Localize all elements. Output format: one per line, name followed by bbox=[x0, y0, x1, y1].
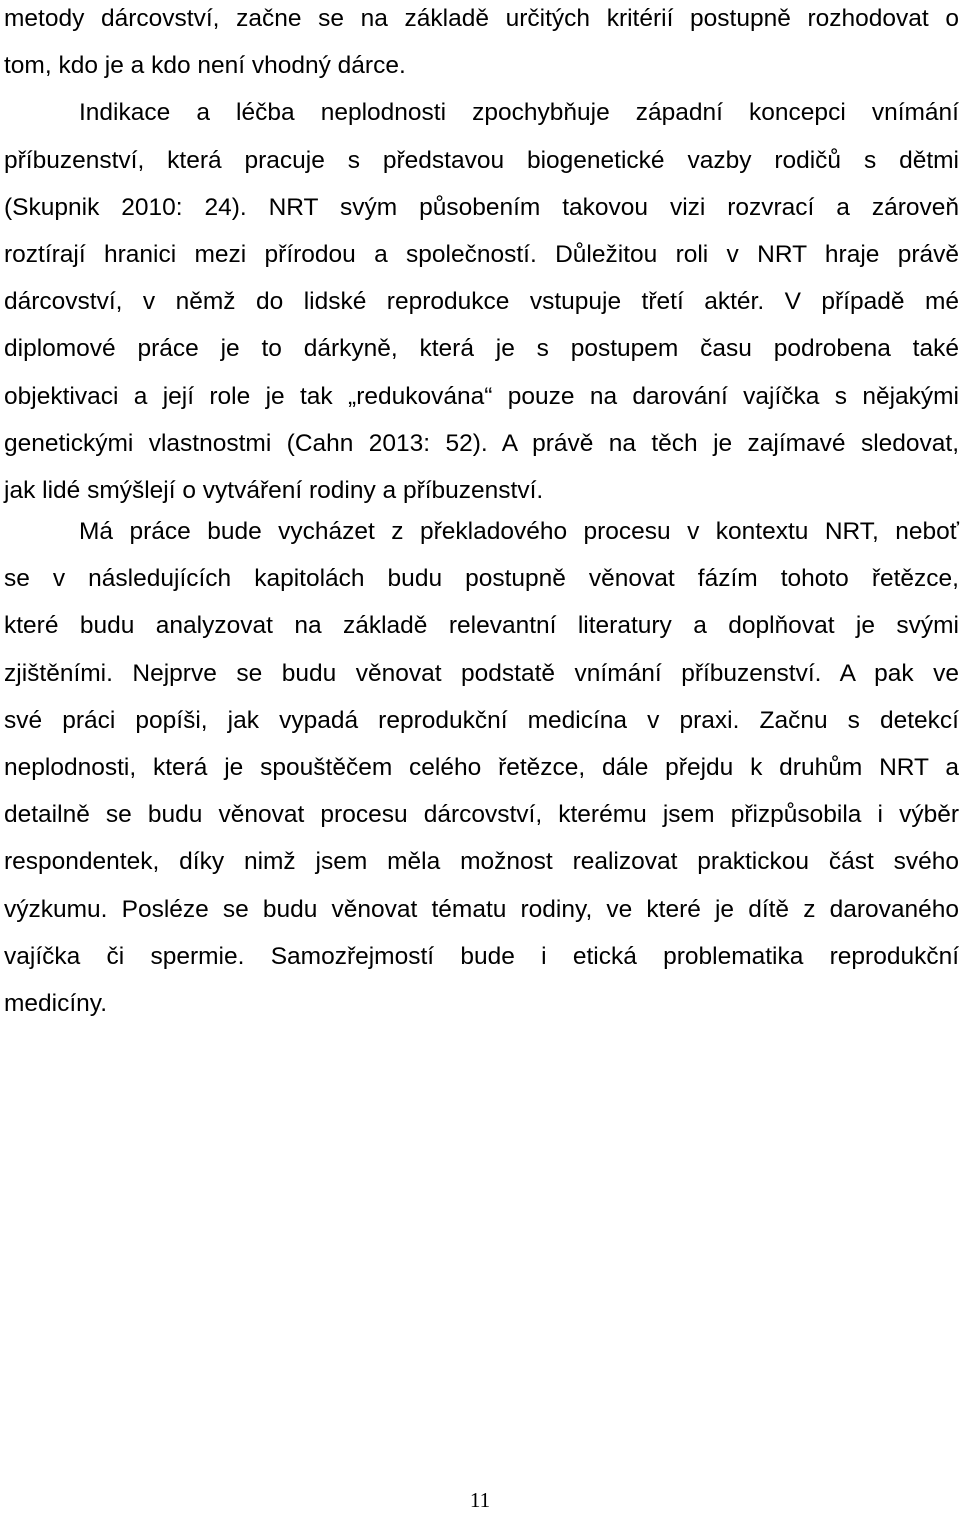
text-line: Indikace a léčba neplodnosti zpochybňuje západní koncepci vnímání bbox=[79, 99, 959, 127]
text-line: neplodnosti, která je spouštěčem celého řetězce, dále přejdu k druhům NRT a bbox=[4, 753, 959, 781]
text-line: příbuzenství, která pracuje s představou biogenetické vazby rodičů s dětmi bbox=[4, 146, 959, 174]
text-block-lower bbox=[4, 508, 959, 1027]
text-line: vajíčka či spermie. Samozřejmostí bude i etická problematika reprodukční bbox=[4, 942, 959, 970]
paragraph bbox=[4, 508, 959, 1027]
paragraph bbox=[4, 89, 959, 514]
text-line: dárcovství, v němž do lidské reprodukce vstupuje třetí aktér. V případě mé bbox=[4, 288, 959, 316]
text-line: výzkumu. Posléze se budu věnovat tématu rodiny, ve které je dítě z darovaného bbox=[4, 895, 959, 923]
text-line: které budu analyzovat na základě relevantní literatury a doplňovat je svými bbox=[4, 612, 959, 640]
text-line: medicíny. bbox=[4, 989, 108, 1017]
text-line: detailně se budu věnovat procesu dárcovství, kterému jsem přizpůsobila i výběr bbox=[4, 801, 959, 829]
text-line: diplomové práce je to dárkyně, která je s postupem času podrobena také bbox=[4, 335, 959, 363]
text-line: roztírají hranici mezi přírodou a společností. Důležitou roli v NRT hraje právě bbox=[4, 240, 959, 268]
text-line: tom, kdo je a kdo není vhodný dárce. bbox=[4, 52, 406, 80]
text-line: respondentek, díky nimž jsem měla možnost realizovat praktickou část svého bbox=[4, 848, 959, 876]
text-line: objektivaci a její role je tak „redukována“ pouze na darování vajíčka s nějakými bbox=[4, 382, 959, 410]
text-line: se v následujících kapitolách budu postupně věnovat fázím tohoto řetězce, bbox=[4, 565, 959, 593]
text-line: (Skupnik 2010: 24). NRT svým působením takovou vizi rozvrací a zároveň bbox=[4, 193, 959, 221]
text-line: zjištěními. Nejprve se budu věnovat podstatě vnímání příbuzenství. A pak ve bbox=[4, 659, 959, 687]
text-line: metody dárcovství, začne se na základě určitých kritérií postupně rozhodovat o bbox=[4, 5, 959, 32]
page-number: 11 bbox=[469, 1488, 491, 1512]
paragraph-continuation bbox=[4, 0, 959, 89]
text-line: genetickými vlastnostmi (Cahn 2013: 52). A právě na těch je zajímavé sledovat, bbox=[4, 429, 959, 457]
text-line: Má práce bude vycházet z překladového procesu v kontextu NRT, neboť bbox=[79, 518, 959, 545]
text-block-upper bbox=[4, 0, 959, 514]
text-line: své práci popíši, jak vypadá reprodukční medicína v praxi. Začnu s detekcí bbox=[4, 706, 959, 734]
text-line: jak lidé smýšlejí o vytváření rodiny a příbuzenství. bbox=[4, 476, 544, 504]
